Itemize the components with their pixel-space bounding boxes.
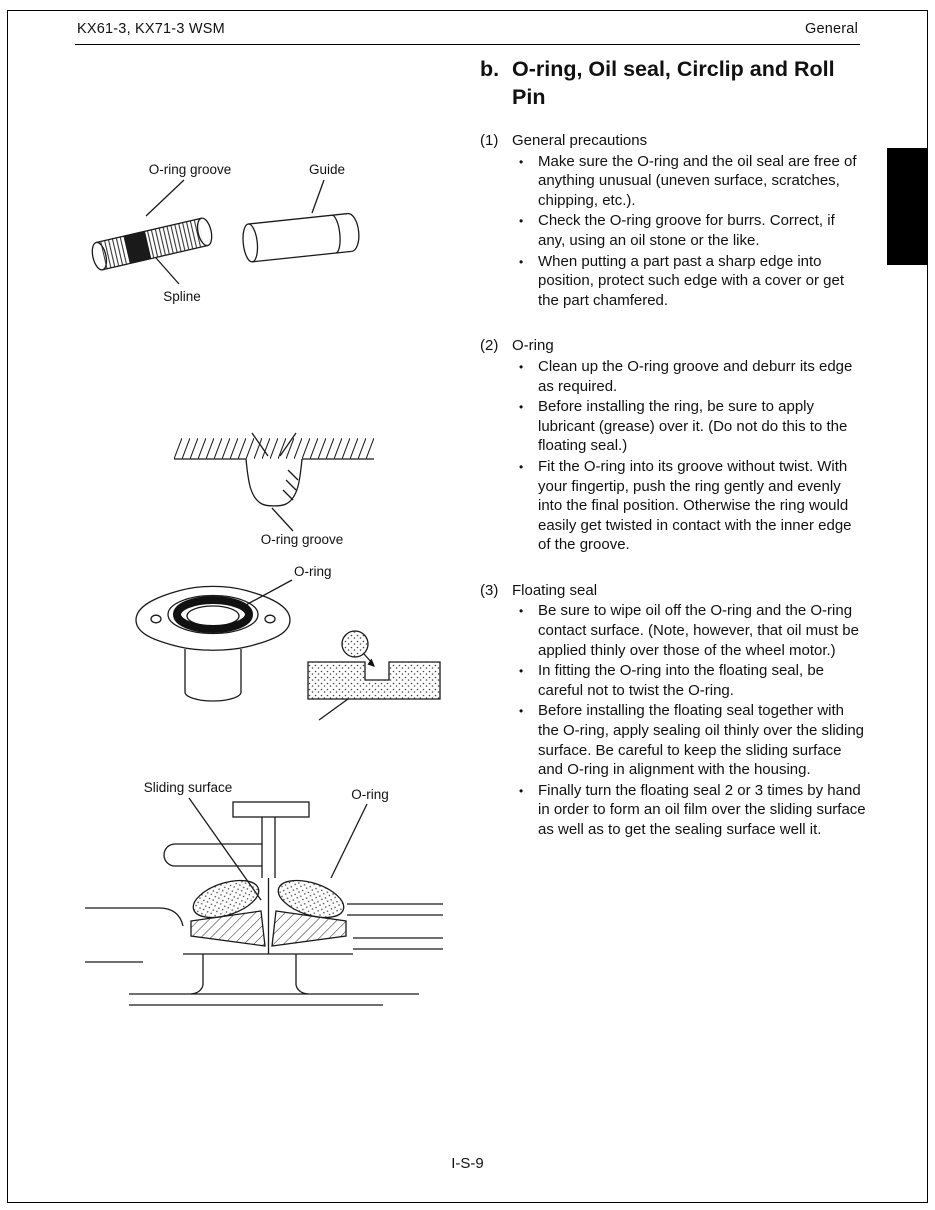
bullet-text: Be sure to wipe oil off the O-ring and the O-ring contact surface. (Note, however, that oil must be applied thinly over those of the wheel motor.) — [538, 602, 859, 659]
bullet-item — [516, 661, 866, 700]
section-heading — [480, 336, 866, 356]
spline-label: Spline — [163, 289, 201, 304]
figure-groove-section — [172, 420, 377, 552]
o-ring-label: O-ring — [294, 564, 332, 579]
page-number-text: I-S-9 — [451, 1155, 484, 1172]
section-heading — [480, 131, 866, 151]
o-ring-groove-label: O-ring groove — [148, 162, 232, 177]
groove-section-drawing — [172, 420, 377, 552]
bullet-item — [516, 701, 866, 779]
bullet-text: Clean up the O-ring groove and deburr its edge as required. — [538, 357, 853, 395]
bullet-text: Check the O-ring groove for burrs. Correct, if any, using an oil stone or the like. — [538, 212, 835, 249]
section-index-tab — [887, 148, 927, 265]
bullet-text: When putting a part past a sharp edge into position, protect such edge with a cover or get the part chamfered. — [538, 252, 845, 309]
figure-flange-o-ring — [122, 556, 444, 724]
sliding-surface-label: Sliding surface — [143, 780, 233, 795]
bullet-list — [516, 357, 866, 555]
page-number — [0, 1155, 935, 1172]
section-o-ring — [480, 336, 866, 555]
bullet-text: Finally turn the floating seal 2 or 3 times by hand in order to form an oil film over the sliding surface as well as to get the sealing surface well it. — [538, 781, 866, 838]
bullet-list — [516, 601, 866, 839]
header-rule — [75, 44, 860, 45]
section-heading-text: General precautions — [512, 132, 648, 149]
figure-floating-seal — [83, 778, 445, 1016]
section-heading-text: O-ring — [512, 337, 554, 355]
text-column — [480, 131, 866, 866]
guide-label: Guide — [308, 162, 346, 177]
bullet-item — [516, 357, 866, 396]
figure-shaft-and-guide — [82, 158, 404, 308]
section-general-precautions — [480, 131, 866, 310]
bullet-item — [516, 252, 866, 311]
bullet-item — [516, 397, 866, 456]
header-model-text: KX61-3, KX71-3 WSM — [77, 21, 225, 37]
section-heading — [480, 581, 866, 601]
bullet-text: Fit the O-ring into its groove without twist. With your fingertip, push the ring gently and evenly into the final position. Otherwise the ring would easily get twisted in contact with the inner edge of the groove. — [538, 457, 852, 554]
o-ring-label: O-ring — [351, 787, 389, 802]
bullet-item — [516, 211, 866, 250]
section-heading-text: Floating seal — [512, 581, 598, 599]
o-ring-groove-label: O-ring groove — [260, 532, 344, 547]
header-section-text: General — [805, 21, 858, 37]
bullet-item — [516, 152, 866, 211]
page-header — [77, 21, 858, 37]
o-ring-cross-section — [342, 631, 368, 657]
bullet-text: Before installing the ring, be sure to apply lubricant (grease) over it. (Do not do this to the floating seal.) — [538, 398, 848, 455]
bullet-list — [516, 152, 866, 311]
bullet-item — [516, 457, 866, 555]
section-floating-seal — [480, 581, 866, 840]
bullet-text: Before installing the floating seal together with the O-ring, apply sealing oil thinly over the sliding surface. Be careful to keep the sliding surface and O-ring in alignment with the housing. — [538, 702, 865, 779]
bullet-text: Make sure the O-ring and the oil seal are free of anything unusual (uneven surface, scratches, chipping, etc.). — [538, 152, 857, 209]
section-number: (3) — [480, 581, 499, 599]
title-text: O-ring, Oil seal, Circlip and Roll Pin — [512, 57, 835, 109]
title-letter: b. — [480, 57, 500, 81]
flange-o-ring-drawing — [122, 556, 444, 724]
shaft-guide-drawing — [82, 158, 404, 308]
floating-seal-drawing — [83, 778, 445, 1016]
section-number: (1) — [480, 132, 499, 149]
bullet-item — [516, 781, 866, 840]
bullet-item — [516, 601, 866, 660]
bullet-text: In fitting the O-ring into the floating seal, be careful not to twist the O-ring. — [538, 662, 825, 699]
page-title — [480, 55, 872, 111]
section-number: (2) — [480, 337, 499, 355]
